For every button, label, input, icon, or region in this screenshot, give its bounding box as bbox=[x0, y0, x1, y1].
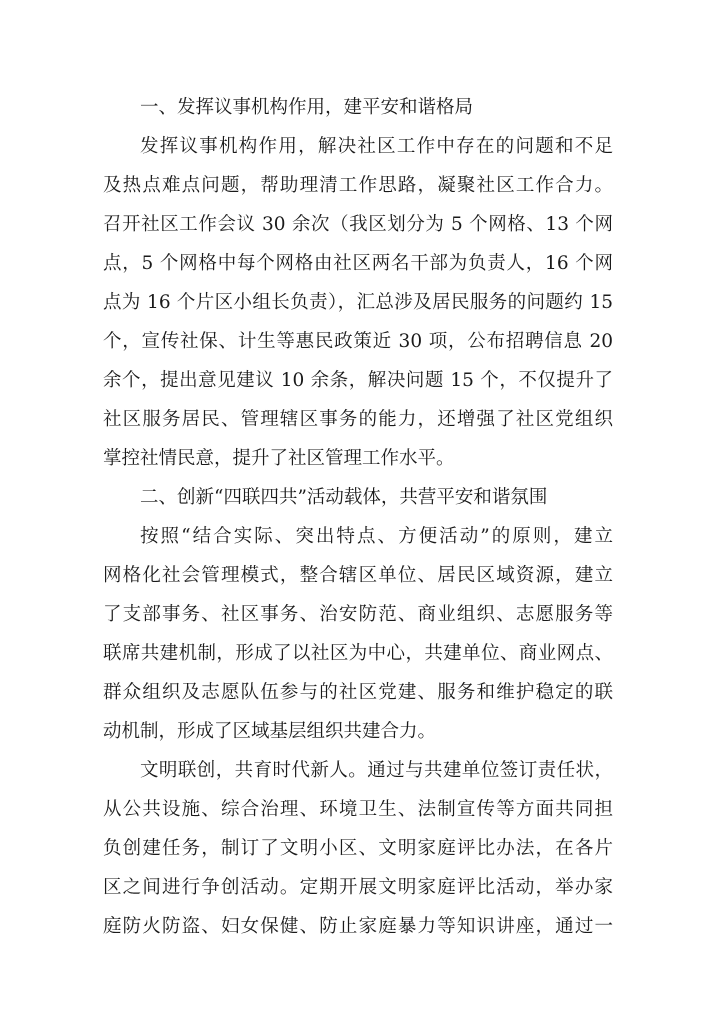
document-body bbox=[103, 88, 613, 946]
text-line: 群众组织及志愿队伍参与的社区党建、服务和维护稳定的联 bbox=[103, 682, 613, 703]
section-heading-1: 一、发挥议事机构作用，建平安和谐格局 bbox=[140, 97, 474, 118]
text-line: 庭防火防盗、妇女保健、防止家庭暴力等知识讲座，通过一 bbox=[103, 916, 613, 937]
text-line: 文明联创，共育时代新人。通过与共建单位签订责任状， bbox=[140, 760, 613, 781]
text-line: 点为 16 个片区小组长负责），汇总涉及居民服务的问题约 15 bbox=[103, 292, 613, 313]
text-line: 社区服务居民、管理辖区事务的能力，还增强了社区党组织 bbox=[103, 409, 613, 430]
text-line: 网格化社会管理模式，整合辖区单位、居民区域资源，建立 bbox=[103, 565, 613, 586]
text-line: 点，5 个网格中每个网格由社区两名干部为负责人，16 个网 bbox=[103, 253, 613, 274]
text-line: 余个，提出意见建议 10 余条，解决问题 15 个，不仅提升了 bbox=[103, 370, 613, 391]
text-line: 了支部事务、社区事务、治安防范、商业组织、志愿服务等 bbox=[103, 604, 613, 625]
text-line: 联席共建机制，形成了以社区为中心，共建单位、商业网点、 bbox=[103, 643, 613, 664]
text-line: 掌控社情民意，提升了社区管理工作水平。 bbox=[103, 448, 455, 469]
text-line: 按照“结合实际、突出特点、方便活动”的原则，建立 bbox=[140, 526, 613, 547]
text-line: 及热点难点问题，帮助理清工作思路，凝聚社区工作合力。 bbox=[103, 175, 613, 196]
text-line: 从公共设施、综合治理、环境卫生、法制宣传等方面共同担 bbox=[103, 799, 613, 820]
text-line: 动机制，形成了区域基层组织共建合力。 bbox=[103, 721, 437, 742]
text-line: 个，宣传社保、计生等惠民政策近 30 项，公布招聘信息 20 bbox=[103, 331, 613, 352]
text-line: 召开社区工作会议 30 余次（我区划分为 5 个网格、13 个网 bbox=[103, 214, 613, 235]
text-line: 发挥议事机构作用，解决社区工作中存在的问题和不足 bbox=[140, 136, 613, 157]
text-line: 负创建任务，制订了文明小区、文明家庭评比办法，在各片 bbox=[103, 838, 613, 859]
section-heading-2: 二、创新“四联四共”活动载体，共营平安和谐氛围 bbox=[140, 487, 548, 508]
text-line: 区之间进行争创活动。定期开展文明家庭评比活动，举办家 bbox=[103, 877, 613, 898]
